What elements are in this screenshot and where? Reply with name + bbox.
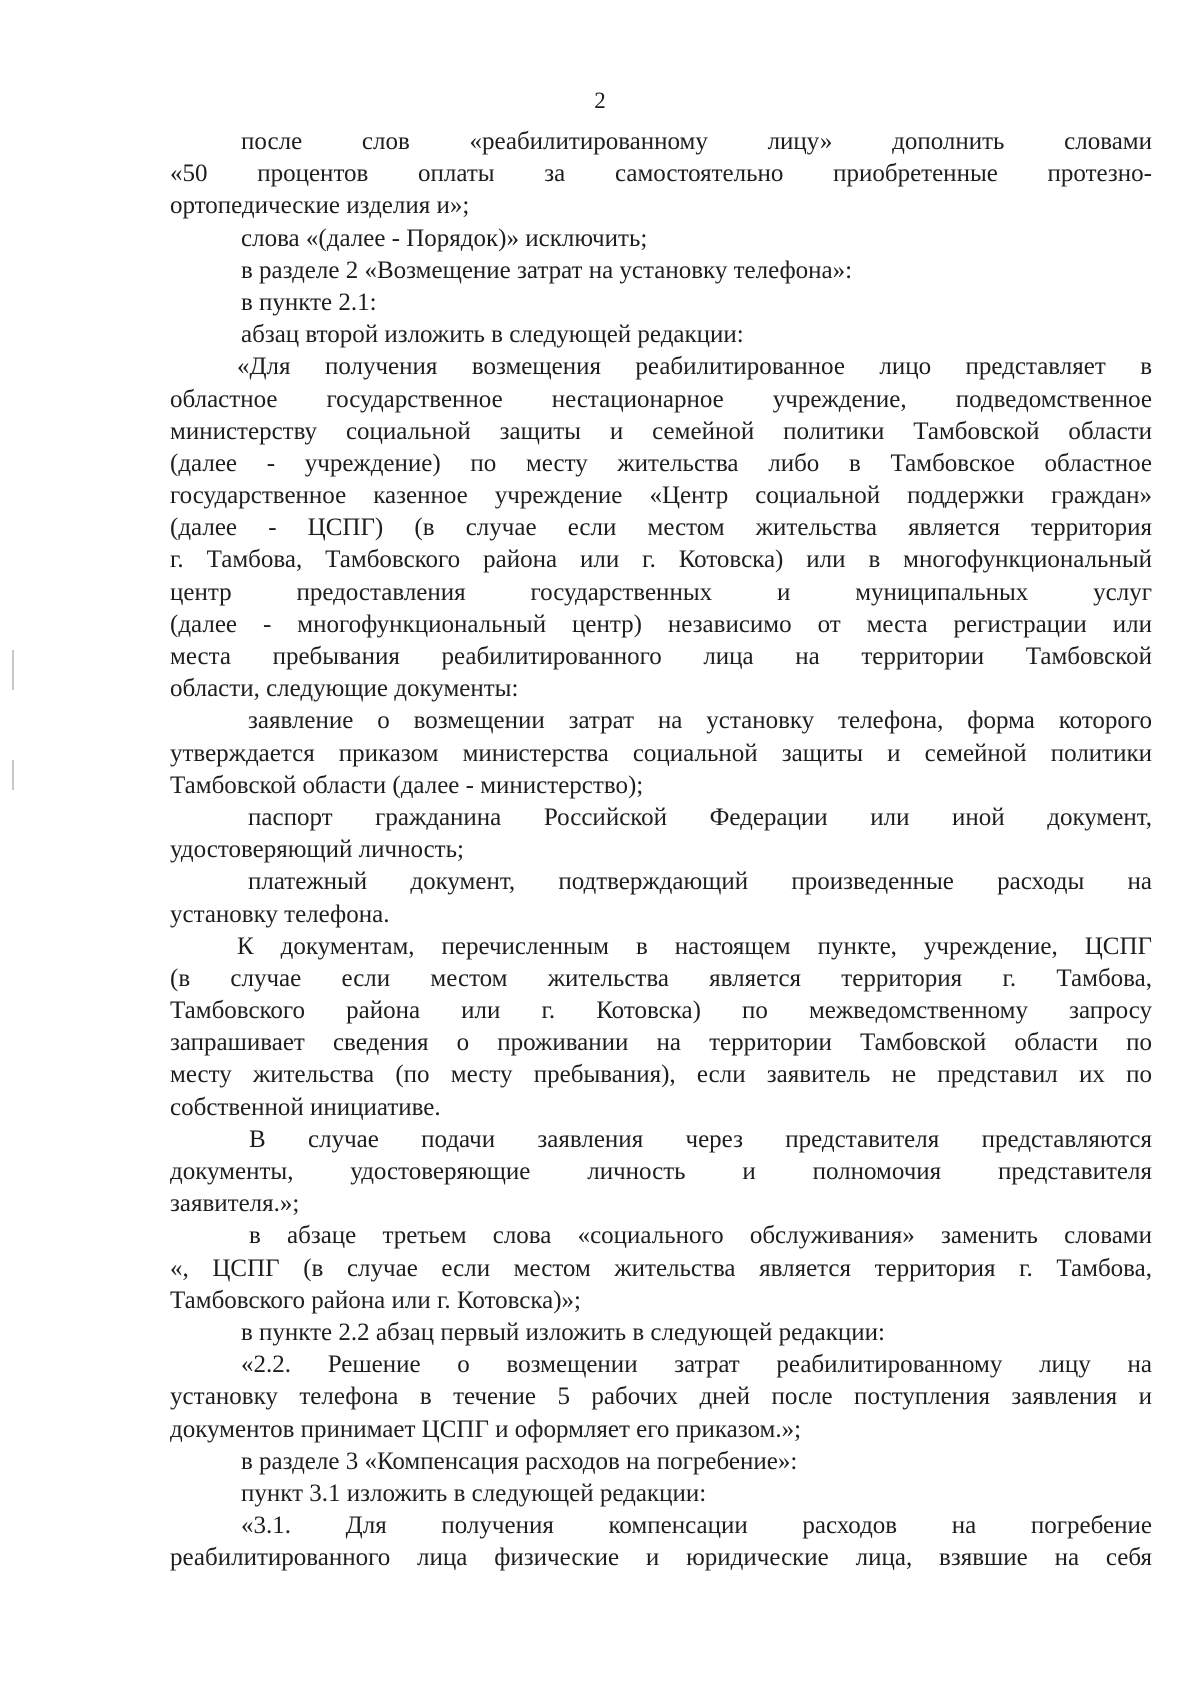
text-line: Тамбовского района или г. Котовска)»; xyxy=(170,1286,581,1314)
text-line: удостоверяющий личность; xyxy=(170,836,464,864)
text-line: слова «(далее - Порядок)» исключить; xyxy=(241,224,648,252)
text-line: (далее - многофункциональный центр) независимо от места регистрации или xyxy=(170,610,1152,638)
text-line: в пункте 2.1: xyxy=(241,288,377,316)
text-line: «50 процентов оплаты за самостоятельно приобретенные протезно- xyxy=(170,160,1152,188)
text-line: пункт 3.1 изложить в следующей редакции: xyxy=(241,1479,707,1507)
text-line: «, ЦСПГ (в случае если местом жительства является территория г. Тамбова, xyxy=(170,1254,1152,1282)
text-line: г. Тамбова, Тамбовского района или г. Котовска) или в многофункциональный xyxy=(170,546,1152,574)
text-line: собственной инициативе. xyxy=(170,1093,441,1121)
text-line: В случае подачи заявления через представителя представляются xyxy=(249,1125,1152,1153)
scan-margin-mark xyxy=(12,650,14,690)
text-line: установку телефона в течение 5 рабочих дней после поступления заявления и xyxy=(170,1383,1152,1411)
text-line: в разделе 2 «Возмещение затрат на установку телефона»: xyxy=(241,256,853,284)
text-line: (в случае если местом жительства является территория г. Тамбова, xyxy=(170,964,1152,992)
text-line: «2.2. Решение о возмещении затрат реабилитированному лицу на xyxy=(241,1351,1152,1379)
page-number: 2 xyxy=(594,88,606,113)
text-line: Тамбовского района или г. Котовска) по межведомственному запросу xyxy=(170,997,1152,1025)
text-line: «Для получения возмещения реабилитированное лицо представляет в xyxy=(237,353,1152,381)
text-line: областное государственное нестационарное учреждение, подведомственное xyxy=(170,385,1152,413)
text-line: реабилитированного лица физические и юридические лица, взявшие на себя xyxy=(170,1544,1152,1572)
text-line: утверждается приказом министерства социальной защиты и семейной политики xyxy=(170,739,1152,767)
text-line: платежный документ, подтверждающий произведенные расходы на xyxy=(248,868,1152,896)
text-line: документов принимает ЦСПГ и оформляет его приказом.»; xyxy=(170,1415,802,1443)
text-line: «3.1. Для получения компенсации расходов на погребение xyxy=(241,1512,1152,1540)
text-line: государственное казенное учреждение «Центр социальной поддержки граждан» xyxy=(170,482,1152,510)
text-line: в разделе 3 «Компенсация расходов на погребение»: xyxy=(241,1447,798,1475)
text-line: министерству социальной защиты и семейной политики Тамбовской области xyxy=(170,417,1152,445)
text-line: документы, удостоверяющие личность и полномочия представителя xyxy=(170,1158,1152,1185)
text-line: места пребывания реабилитированного лица на территории Тамбовской xyxy=(170,643,1152,670)
text-line: запрашивает сведения о проживании на территории Тамбовской области по xyxy=(170,1029,1152,1057)
text-line: после слов «реабилитированному лицу» дополнить словами xyxy=(241,128,1152,155)
text-line: (далее - ЦСПГ) (в случае если местом жительства является территория xyxy=(170,514,1152,542)
text-line: абзац второй изложить в следующей редакции: xyxy=(241,321,744,349)
text-line: паспорт гражданина Российской Федерации или иной документ, xyxy=(248,803,1152,831)
text-line: заявителя.»; xyxy=(170,1190,300,1218)
text-line: ортопедические изделия и»; xyxy=(170,192,470,220)
text-line: (далее - учреждение) по месту жительства либо в Тамбовское областное xyxy=(170,449,1152,477)
text-line: установку телефона. xyxy=(170,900,390,928)
scan-margin-mark xyxy=(12,760,14,790)
text-line: в абзаце третьем слова «социального обслуживания» заменить словами xyxy=(249,1222,1152,1250)
text-line: заявление о возмещении затрат на установку телефона, форма которого xyxy=(248,707,1152,735)
text-line: Тамбовской области (далее - министерство); xyxy=(170,771,644,799)
text-line: месту жительства (по месту пребывания), если заявитель не представил их по xyxy=(170,1061,1152,1089)
text-line: центр предоставления государственных и муниципальных услуг xyxy=(170,578,1152,606)
document-body xyxy=(170,126,1152,1574)
text-line: области, следующие документы: xyxy=(170,675,519,703)
text-line: в пункте 2.2 абзац первый изложить в следующей редакции: xyxy=(241,1318,885,1346)
text-line: К документам, перечисленным в настоящем пункте, учреждение, ЦСПГ xyxy=(237,932,1152,960)
